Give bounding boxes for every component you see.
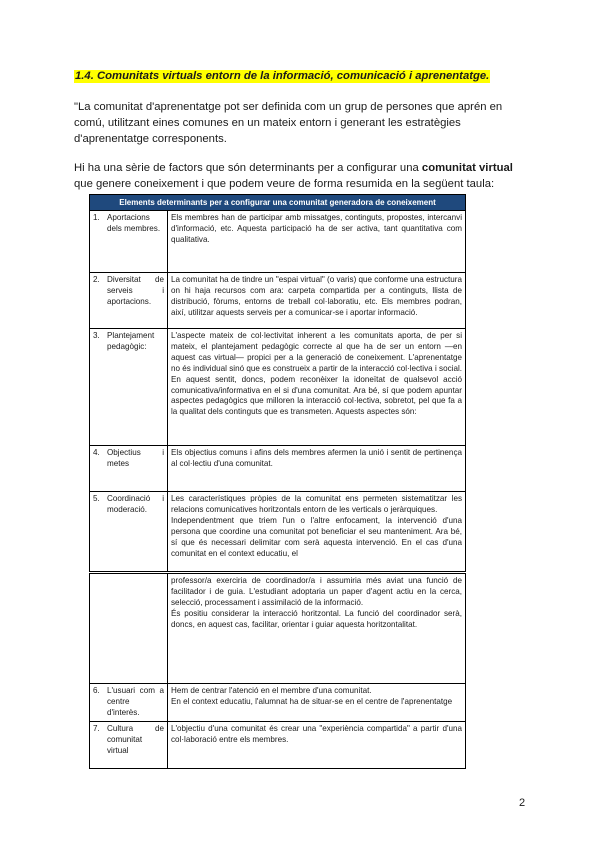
row-number: 4. xyxy=(93,448,100,457)
table-row xyxy=(90,722,466,769)
table-row xyxy=(90,211,466,273)
row-label-cell xyxy=(90,574,168,684)
row-text-paragraph: És positiu considerar la interacció horitzontal. La funció del coordinador serà, doncs, en aquest cas, facilitar, orientar i guiar aquesta horitzontalitat. xyxy=(171,608,462,629)
row-number: 5. xyxy=(93,494,100,503)
row-label-cell xyxy=(90,722,168,769)
row-label-cell xyxy=(90,273,168,329)
row-label: Objectius i metes xyxy=(107,448,164,468)
row-label: Coordinació i moderació. xyxy=(107,494,164,514)
table-row xyxy=(90,684,466,722)
row-label: Diversitat de serveis i aportacions. xyxy=(107,275,164,306)
table-row xyxy=(90,329,466,446)
paragraph-text-before: Hi ha una sèrie de factors que són determinants per a configurar una xyxy=(74,162,422,174)
section-heading: 1.4. Comunitats virtuals entorn de la informació, comunicació i aprenentatge. xyxy=(75,70,490,82)
row-label: Aportacions dels membres. xyxy=(107,213,161,233)
table-row xyxy=(90,492,466,572)
row-text: Els membres han de participar amb missatges, continguts, propostes, intercanvi d'informació, etc. Aquesta participació ha de ser activa, tant quantitativa com qualitativa. xyxy=(168,211,466,273)
intro-paragraph: "La comunitat d'aprenentatge pot ser definida com un grup de persones que aprén en comú, utilitzant eines comunes en un mateix entorn i generant les estratègies d'aprenentatge corresponents. xyxy=(74,101,503,145)
page-number: 2 xyxy=(519,797,526,809)
table-row xyxy=(90,574,466,684)
row-label-cell xyxy=(90,446,168,492)
row-label-cell xyxy=(90,492,168,572)
table-header: Elements determinants per a configurar una comunitat generadora de coneixement xyxy=(90,195,466,211)
row-label-cell xyxy=(90,684,168,722)
row-text: L'aspecte mateix de col·lectivitat inherent a les comunitats aporta, de per si mateix, el plantejament pedagògic correcte al que ha de ser un entorn —en aquest cas virtual— propici per a la generació de coneixement. L'aprenentatge no és individual sinó que es construeix a partir de la interacció col·lectiva i social. En aquest sentit, doncs, podem reconèixer la idoneïtat de qualsevol acció comunicativa/informativa en el si d'una comunitat. Ara bé, sí que podem apuntar aspectes pedagògics que milloren la interacció col·lectiva, sobretot, pel que fa a la qualitat dels continguts que es transmeten. Aquests aspectes són: xyxy=(168,329,466,446)
row-text-paragraph: Hem de centrar l'atenció en el membre d'una comunitat. xyxy=(171,686,372,695)
factors-table-continued xyxy=(89,573,466,769)
row-text-paragraph: professor/a exerciria de coordinador/a i assumiria més aviat una funció de facilitador i de guia. L'estudiant adoptaria un paper d'agent actiu en la cerca, selecció, processament i assimilació de la informació. xyxy=(171,576,462,607)
row-number: 3. xyxy=(93,331,100,340)
row-number: 7. xyxy=(93,724,100,733)
table-intro-paragraph xyxy=(74,160,534,192)
row-label-cell xyxy=(90,211,168,273)
row-text: Els objectius comuns i afins dels membres afermen la unió i sentit de pertinença al col·lectiu d'una comunitat. xyxy=(168,446,466,492)
row-number: 1. xyxy=(93,213,100,222)
row-number: 2. xyxy=(93,275,100,284)
row-text xyxy=(168,574,466,684)
row-text: La comunitat ha de tindre un "espai virtual" (o varis) que conforme una estructura on hi haja recursos com ara: carpeta compartida per a continguts, llista de distribució, fòrums, entorns de treball col·laboratiu, etc. Els membres podran, així, utilitzar aquests serveis per a comunicar-se i aportar informació. xyxy=(168,273,466,329)
row-text-paragraph: Independentment que triem l'un o l'altre enfocament, la intervenció d'una persona que coordine una comunitat pot beneficiar el seu manteniment. Ara bé, sí que és necessari delimitar com serà aquesta intervenció. En el cas d'una comunitat en el context educatiu, el xyxy=(171,515,462,558)
row-text xyxy=(168,684,466,722)
row-text xyxy=(168,492,466,572)
table-row xyxy=(90,446,466,492)
row-label: L'usuari com a centre d'interès. xyxy=(107,686,164,717)
factors-table xyxy=(89,194,466,572)
row-label: Cultura de comunitat virtual xyxy=(107,724,164,755)
row-label-cell xyxy=(90,329,168,446)
paragraph-text-after: que genere coneixement i que podem veure de forma resumida en la següent taula: xyxy=(74,178,495,190)
paragraph-bold-term: comunitat virtual xyxy=(421,162,513,174)
row-text: L'objectiu d'una comunitat és crear una "experiència compartida" a partir d'una col·laboració entre els membres. xyxy=(168,722,466,769)
row-label: Plantejament pedagògic: xyxy=(107,331,155,351)
table-row xyxy=(90,273,466,329)
row-number: 6. xyxy=(93,686,100,695)
row-text-paragraph: En el context educatiu, l'alumnat ha de situar-se en el centre de l'aprenentatge xyxy=(171,696,453,706)
row-text-paragraph: Les característiques pròpies de la comunitat ens permeten sistematitzar les relacions comunicatives horitzontals entorn de les verticals o jeràrquiques. xyxy=(171,494,462,514)
